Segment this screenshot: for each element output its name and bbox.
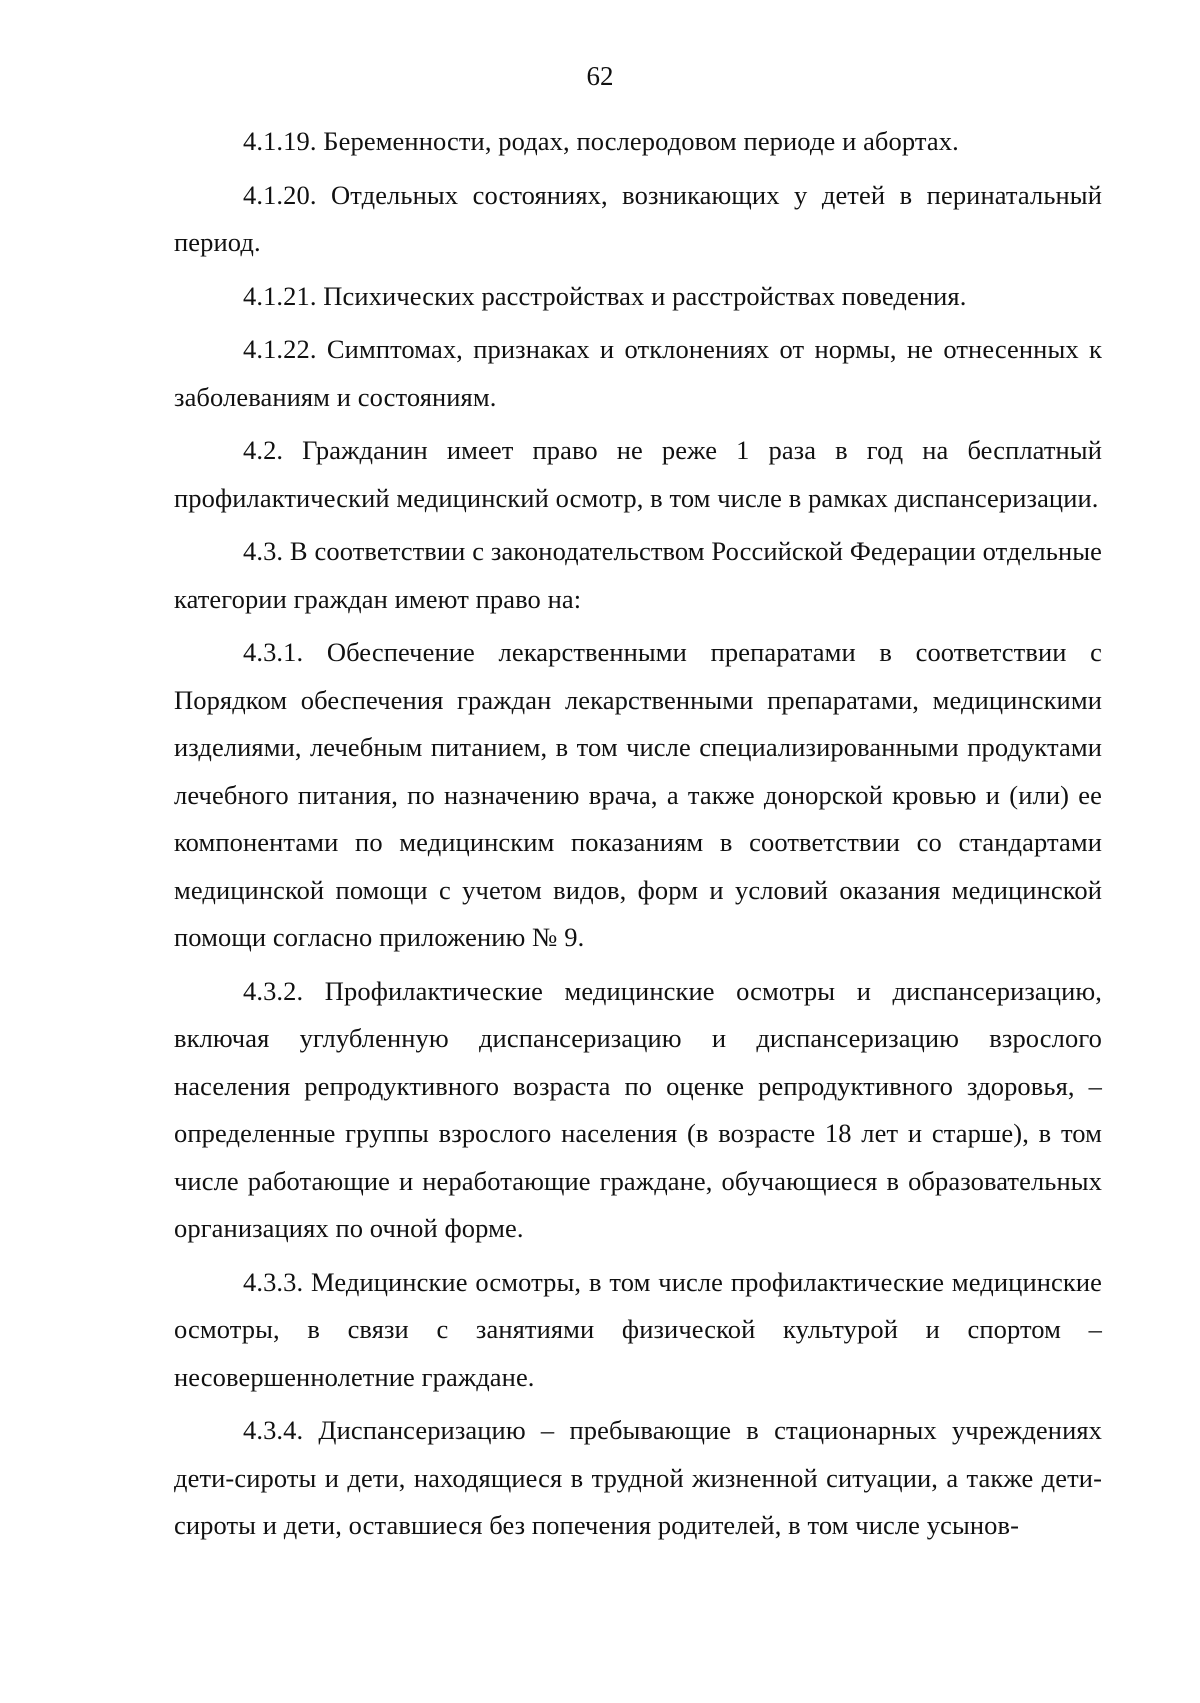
paragraph-4-1-22: 4.1.22. Симптомах, признаках и отклонениях от нормы, не отнесенных к заболеваниям и состояниям.	[174, 334, 1102, 412]
paragraph-4-1-19: 4.1.19. Беременности, родах, послеродовом периоде и абортах.	[243, 126, 959, 156]
paragraph-4-3-3: 4.3.3. Медицинские осмотры, в том числе профилактические медицинские осмотры, в связи с занятиями физической культурой и спортом – несовершеннолетние граждане.	[174, 1266, 1102, 1392]
paragraph-4-2: 4.2. Гражданин имеет право не реже 1 раза в год на бесплатный профилактический медицинский осмотр, в том числе в рамках диспансеризации.	[174, 435, 1102, 513]
paragraph-4-3-2: 4.3.2. Профилактические медицинские осмотры и диспансеризацию, включая углубленную диспансеризацию и диспансеризацию взрослого населения репродуктивного возраста по оценке репродуктивного здоровья, – определенные группы взрослого населения (в возрасте 18 лет и старше), в том числе работающие и неработающие граждане, обучающиеся в образовательных организациях по очной форме.	[174, 975, 1102, 1243]
page-number: 62	[586, 61, 614, 91]
paragraph-4-3: 4.3. В соответствии с законодательством Российской Федерации отдельные категории граждан имеют право на:	[174, 536, 1102, 614]
document-body	[174, 118, 1102, 1556]
paragraph-4-3-4: 4.3.4. Диспансеризацию – пребывающие в стационарных учреждениях дети-сироты и дети, находящиеся в трудной жизненной ситуации, а также дети-сироты и дети, оставшиеся без попечения родителей, в том числе усынов-	[174, 1415, 1102, 1540]
paragraph-4-3-1: 4.3.1. Обеспечение лекарственными препаратами в соответствии с Порядком обеспечения граждан лекарственными препаратами, медицинскими изделиями, лечебным питанием, в том числе специализированными продуктами лечебного питания, по назначению врача, а также донорской кровью и (или) ее компонентами по медицинским показаниям в соответствии со стандартами медицинской помощи с учетом видов, форм и условий оказания медицинской помощи согласно приложению № 9.	[174, 637, 1102, 952]
paragraph-4-1-20: 4.1.20. Отдельных состояниях, возникающих у детей в перинатальный период.	[174, 179, 1102, 257]
paragraph-4-1-21: 4.1.21. Психических расстройствах и расстройствах поведения.	[243, 280, 967, 311]
